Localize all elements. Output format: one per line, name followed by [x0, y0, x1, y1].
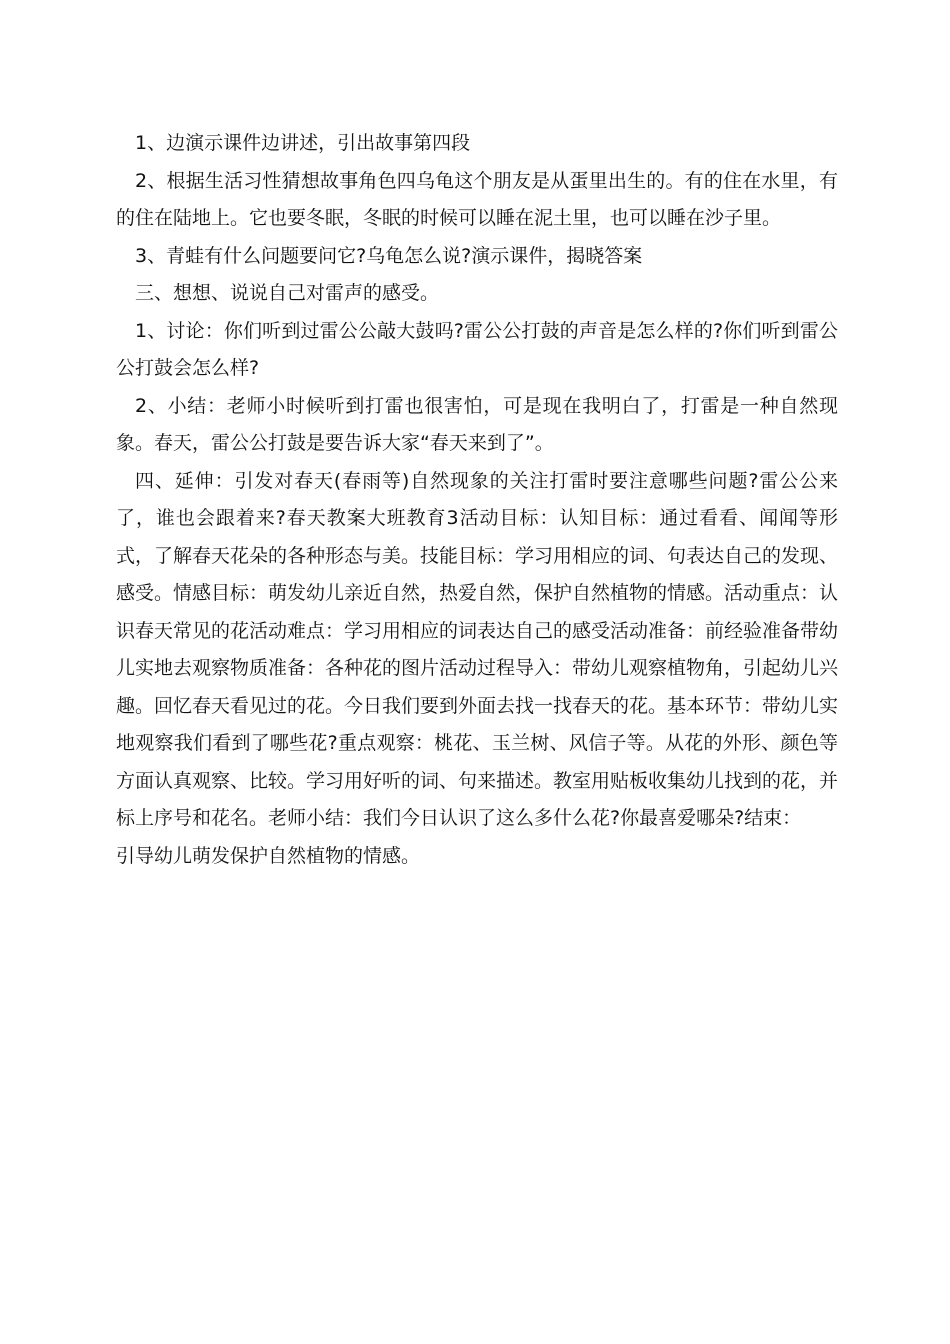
paragraph-closing: 引导幼儿萌发保护自然植物的情感。 — [116, 844, 421, 867]
section-heading-three: 三、想想、说说自己对雷声的感受。 — [135, 282, 440, 304]
paragraph-step-2: 2、根据生活习性猜想故事角色四乌龟这个朋友是从蛋里出生的。有的住在水里，有的住在陆地上。它也要冬眠，冬眠的时候可以睡在泥土里，也可以睡在沙子里。 — [116, 169, 838, 229]
paragraph-discussion: 1、讨论：你们听到过雷公公敲大鼓吗?雷公公打鼓的声音是怎么样的?你们听到雷公公打鼓会怎么样? — [116, 319, 838, 379]
paragraph-extension: 四、延伸：引发对春天(春雨等)自然现象的关注打雷时要注意哪些问题?雷公公来了，谁也会跟着来?春天教案大班教育3活动目标：认知目标：通过看看、闻闻等形式，了解春天花朵的各种形态与美。技能目标：学习用相应的词、句表达自己的发现、感受。情感目标：萌发幼儿亲近自然，热爱自然，保护自然植物的情感。活动重点：认识春天常见的花活动难点：学习用相应的词表达自己的感受活动准备：前经验准备带幼儿实地去观察物质准备：各种花的图片活动过程导入：带幼儿观察植物角，引起幼儿兴趣。回忆春天看见过的花。今日我们要到外面去找一找春天的花。基本环节：带幼儿实地观察我们看到了哪些花?重点观察：桃花、玉兰树、风信子等。从花的外形、颜色等方面认真观察、比较。学习用好听的词、句来描述。教室用贴板收集幼儿找到的花，并标上序号和花名。老师小结：我们今日认识了这么多什么花?你最喜爱哪朵?结束： — [116, 469, 839, 829]
document-body — [116, 125, 838, 875]
paragraph-step-3: 3、青蛙有什么问题要问它?乌龟怎么说?演示课件，揭晓答案 — [135, 244, 643, 267]
paragraph-step-1: 1、边演示课件边讲述，引出故事第四段 — [135, 132, 471, 154]
paragraph-summary: 2、小结：老师小时候听到打雷也很害怕，可是现在我明白了，打雷是一种自然现象。春天，雷公公打鼓是要告诉大家“春天来到了”。 — [116, 394, 838, 454]
